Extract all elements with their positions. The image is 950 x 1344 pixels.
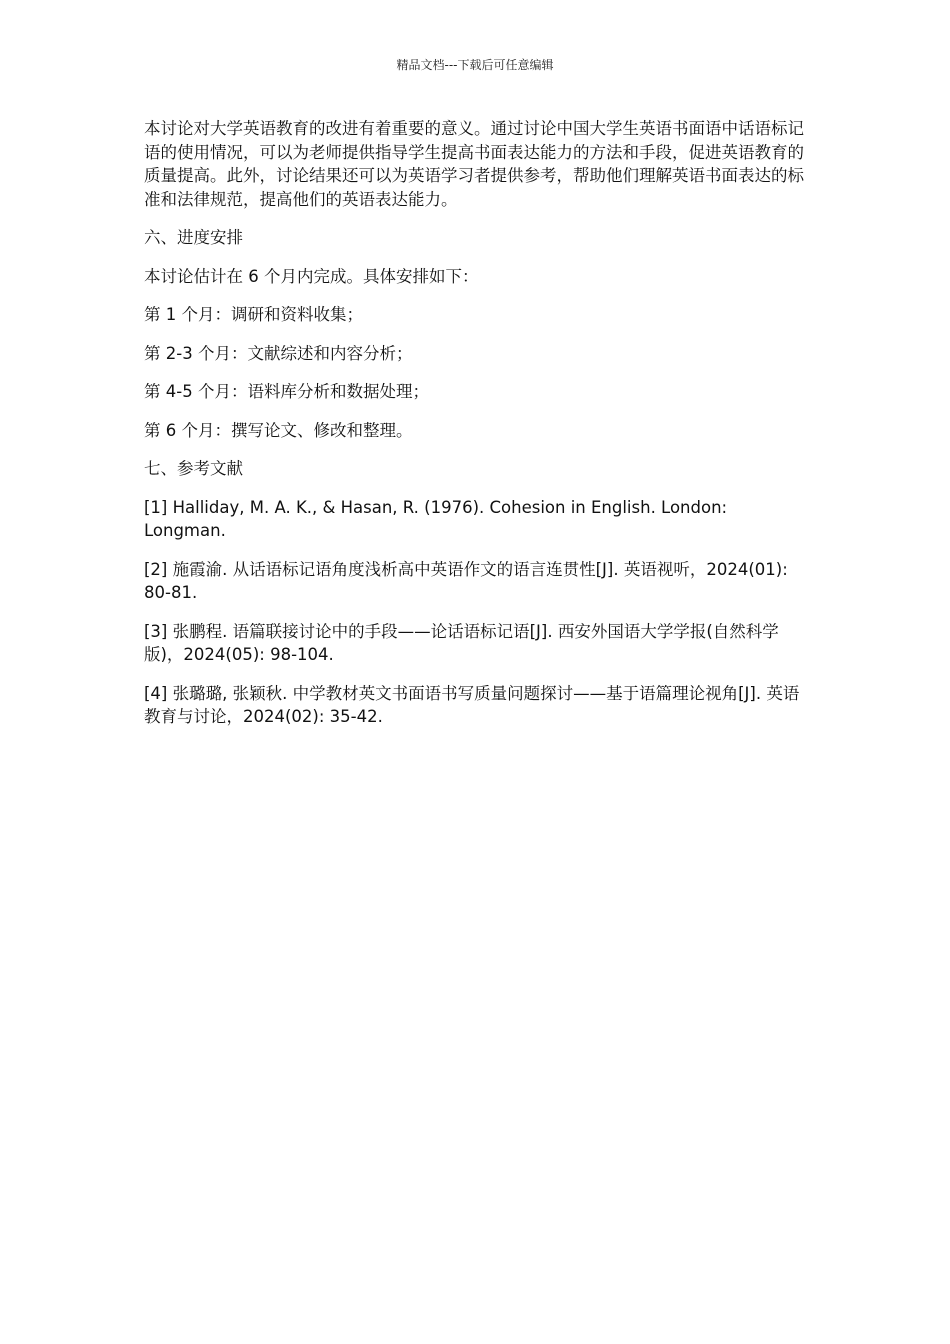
intro-paragraph: 本讨论对大学英语教育的改进有着重要的意义。通过讨论中国大学生英语书面语中话语标记语的使用情况，可以为老师提供指导学生提高书面表达能力的方法和手段，促进英语教育的质量提高。此外，讨论结果还可以为英语学习者提供参考，帮助他们理解英语书面表达的标准和法律规范，提高他们的英语表达能力。 (144, 119, 804, 209)
schedule-intro: 本讨论估计在 6 个月内完成。具体安排如下： (144, 266, 479, 286)
schedule-item: 第 6 个月：撰写论文、修改和整理。 (144, 420, 413, 440)
section-heading-references: 七、参考文献 (144, 459, 243, 478)
page-header: 精品文档---下载后可任意编辑 (396, 58, 554, 72)
reference-item: [3] 张鹏程. 语篇联接讨论中的手段——论话语标记语[J]. 西安外国语大学学报(自然科学版)，2024(05): 98-104. (144, 621, 779, 664)
reference-item: [1] Halliday, M. A. K., & Hasan, R. (1976). Cohesion in English. London: Longman. (144, 497, 728, 540)
schedule-item: 第 1 个月：调研和资料收集； (144, 305, 363, 324)
schedule-item: 第 2-3 个月：文献综述和内容分析； (144, 343, 413, 363)
document-body (144, 117, 808, 744)
reference-item: [4] 张璐璐, 张颖秋. 中学教材英文书面语书写质量问题探讨——基于语篇理论视角[J]. 英语教育与讨论，2024(02): 35-42. (144, 683, 800, 726)
schedule-item: 第 4-5 个月：语料库分析和数据处理； (144, 382, 429, 401)
reference-item: [2] 施霞渝. 从话语标记语角度浅析高中英语作文的语言连贯性[J]. 英语视听，2024(01): 80-81. (144, 559, 788, 602)
section-heading-schedule: 六、进度安排 (144, 228, 243, 247)
